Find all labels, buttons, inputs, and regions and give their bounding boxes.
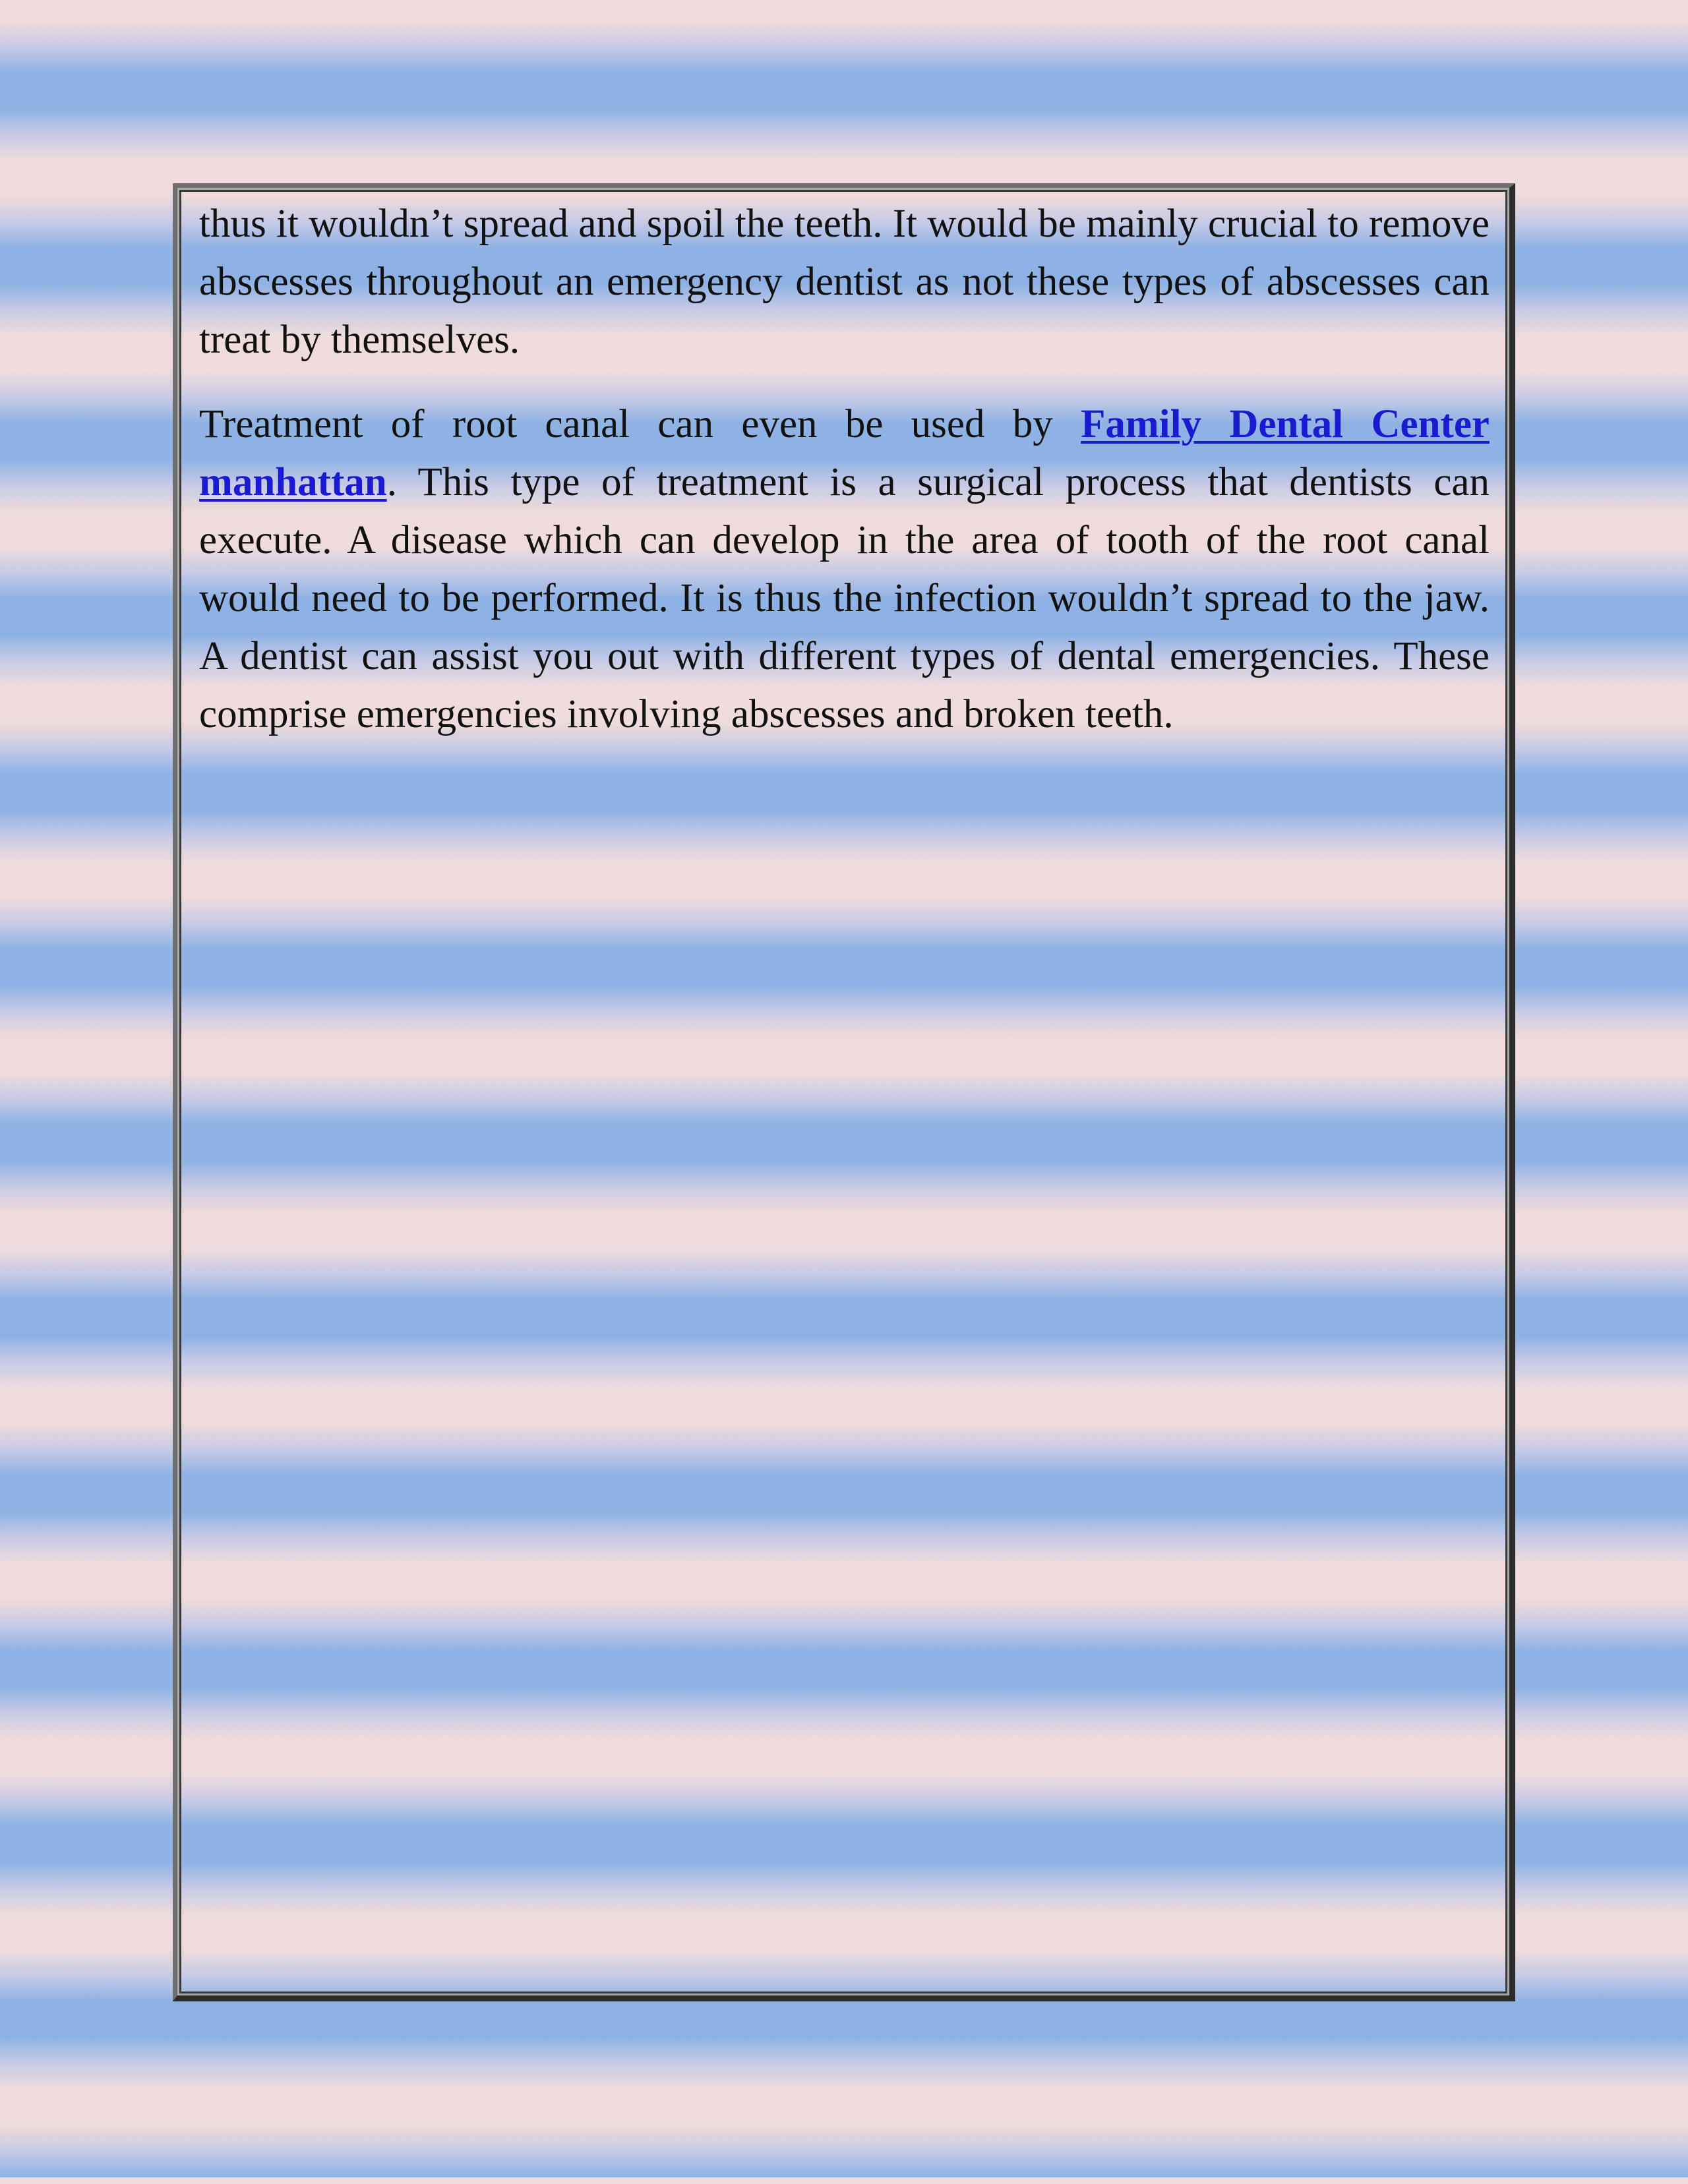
document-body bbox=[199, 195, 1490, 770]
family-dental-center-link[interactable]: Family Dental Center manhattan bbox=[199, 402, 1490, 504]
paragraph-abscesses-text: thus it wouldn’t spread and spoil the teeth. It would be mainly crucial to remove abscesses throughout an emergency dentist as not these types of abscesses can treat by themselves. bbox=[199, 202, 1490, 362]
paragraph-root-canal-text-end: . This type of treatment is a surgical process that dentists can execute. A disease which can develop in the area of tooth of the root canal would need to be performed. It is thus the infection wouldn’t spread to the jaw. A dentist can assist you out with different types of dental emergencies. These comprise emergencies involving abscesses and broken teeth. bbox=[199, 460, 1490, 736]
paragraph-root-canal-text-start: Treatment of root canal can even be used by bbox=[199, 402, 1081, 446]
paragraph-abscesses bbox=[199, 195, 1490, 369]
paragraph-root-canal bbox=[199, 396, 1490, 744]
